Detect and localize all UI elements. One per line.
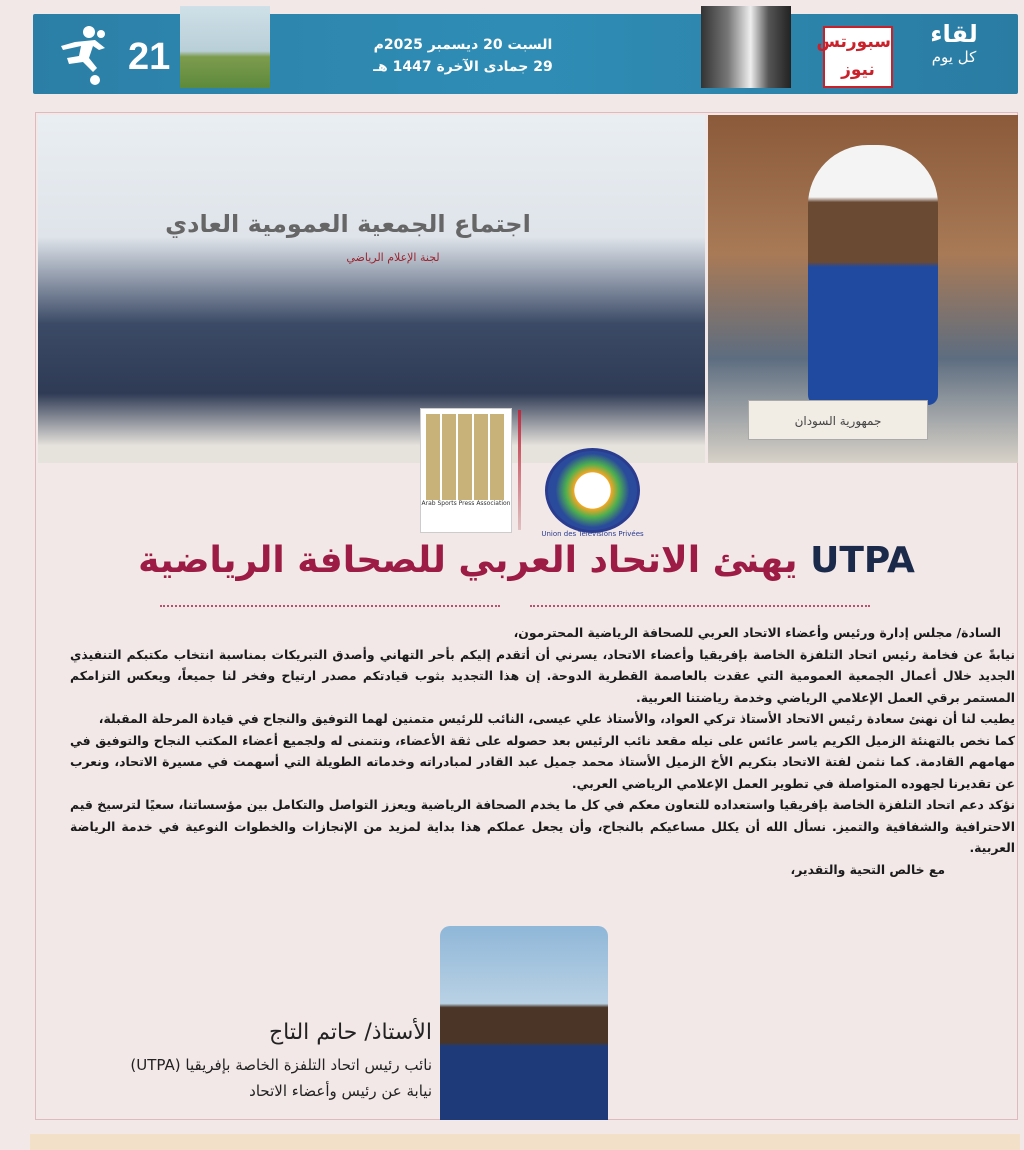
article-title [35, 540, 1018, 581]
group-photo [38, 115, 705, 463]
delegate-photo [708, 115, 1018, 463]
date-hijri: 29 جمادى الآخرة 1447 هـ [373, 59, 553, 75]
paragraph: كما نخص بالتهنئة الزميل الكريم ياسر عائس على نيله مقعد نائب الرئيس بعد حصوله على ثقة الأعضاء، ونتمنى له ولجميع أعضاء المكتب النجاح والتوفيق في مهامهم القادمة. كما نثمن لفتة الاتحاد بتكريم الأخ الزميل الأستاذ محمد جميل عبد القادر لمبادراته وخدماته الطويلة التي أسهمت في مسيرة الاتحاد، ونعرب عن تقديرنا لجهوده المتواصلة في تطوير العمل الإعلامي الرياضي العربي. [70, 732, 1015, 791]
committee-banner: لجنة الإعلام الرياضي [346, 251, 440, 264]
page-header [33, 14, 1018, 94]
header-photo-team [701, 6, 791, 88]
issue-date [363, 34, 563, 78]
role-line-2: نيابة عن رئيس وأعضاء الاتحاد [249, 1082, 432, 1100]
paragraph: نيابةً عن فخامة رئيس اتحاد التلفزة الخاصة بإفريقيا وأعضاء الاتحاد، يسرني أن أتقدم إليكم بأحر التهاني وأصدق التبريكات بمناسبة انتخاب مكتبكم التنفيذي الجديد خلال أعمال الجمعية العمومية التي عقدت بالعاصمة القطرية الدوحة. إن هذا التجديد بثوب قيادتكم مصدر ارتياح وفخر لنا جميعاً، ويعكس التزامكم المستمر برقي العمل الإعلامي الرياضي وخدمة رياضتنا العربية. [70, 646, 1015, 705]
delegate-figure [808, 145, 938, 405]
paragraph: يطيب لنا أن نهنئ سعادة رئيس الاتحاد الأستاذ تركي العواد، والأستاذ علي عيسى، النائب للرئيس متمنين لهما التوفيق والنجاح في قيادة المرحلة المقبلة، [98, 711, 1015, 726]
logo-meeting-text: لقاء [930, 20, 978, 48]
article-body [70, 622, 1015, 880]
logo-every-day-text: كل يوم [931, 48, 977, 66]
page-number: 21 [128, 36, 171, 78]
meeting-logo [895, 20, 1013, 88]
salutation: السادة/ مجلس إدارة ورئيس وأعضاء الاتحاد العربي للصحافة الرياضية المحترمون، [513, 625, 1001, 640]
title-rule-left [160, 605, 500, 607]
nameplate: جمهورية السودان [748, 400, 928, 440]
section-logo [816, 20, 1013, 90]
utpa-logo [545, 448, 640, 533]
logo-divider [518, 410, 521, 530]
signatory-role [130, 1052, 432, 1104]
aspa-logo [420, 408, 512, 533]
closing: مع خالص التحية والتقدير، [790, 861, 945, 877]
aspa-emblem [426, 414, 506, 500]
paragraph: نؤكد دعم اتحاد التلفزة الخاصة بإفريقيا واستعداده للتعاون معكم في كل ما يخدم الصحافة الرياضية ويعزز التواصل والتكامل بين مؤسساتنا، سعيًا لترسيخ قيم الاحترافية والشفافية والتميز. نسأل الله أن يكلل مساعيكم بالنجاح، وأن يجعل عملكم هذا بداية لمزيد من الإنجازات والخطوات النوعية في خدمة الرياضة العربية. [70, 797, 1015, 855]
utpa-caption: Union des Télévisions Privées [541, 530, 644, 538]
assembly-banner: اجتماع الجمعية العمومية العادي [165, 210, 531, 238]
sports-news-logo: سبورتس نيوز [823, 26, 893, 88]
role-line-1: نائب رئيس اتحاد التلفزة الخاصة بإفريقيا (UTPA) [130, 1056, 432, 1074]
footer-band [30, 1134, 1020, 1150]
date-gregorian: السبت 20 ديسمبر 2025م [373, 37, 553, 53]
title-utpa: UTPA [810, 540, 915, 581]
title-rule-right [530, 605, 870, 607]
title-arabic: يهنئ الاتحاد العربي للصحافة الرياضية [138, 540, 798, 581]
aspa-caption: Arab Sports Press Association [421, 500, 511, 507]
football-player-icon [55, 24, 115, 86]
header-photo-football [180, 6, 270, 88]
signatory-portrait [440, 926, 608, 1120]
signatory-name: الأستاذ/ حاتم التاج [268, 1020, 432, 1045]
